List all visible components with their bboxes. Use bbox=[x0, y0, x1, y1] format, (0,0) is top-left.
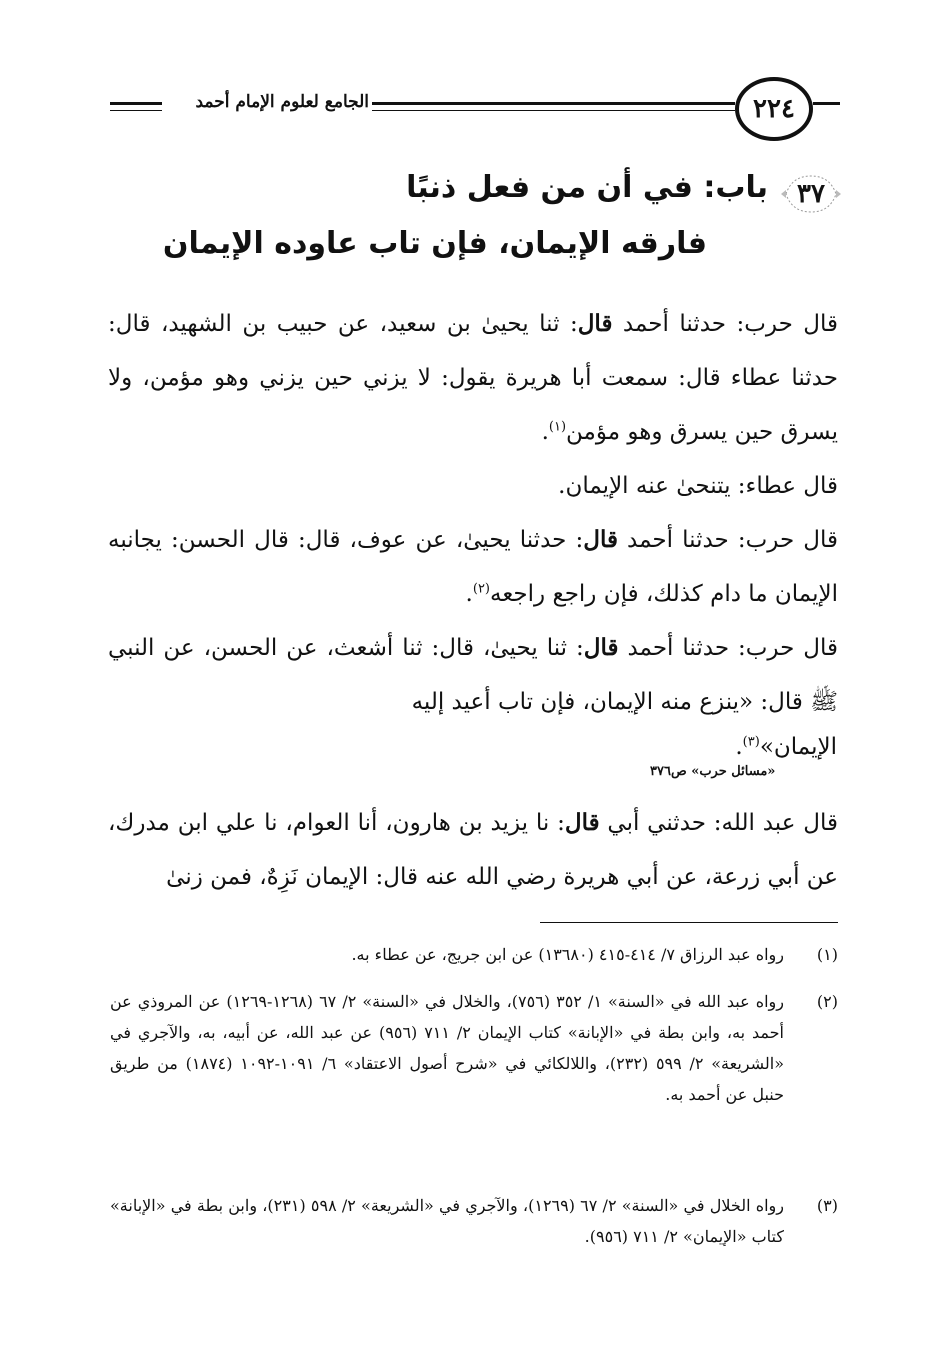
footnote-number: (٢) bbox=[816, 992, 838, 1011]
footnote-separator bbox=[540, 922, 838, 923]
body-paragraph-5 bbox=[108, 796, 838, 904]
paragraph-text: الإيمان» bbox=[759, 734, 837, 760]
paragraph-text: : حدثنا يحيىٰ، عن عوف، قال: قال الحسن: يجانبه الإيمان ما دام كذلك، فإن راجع راجعه bbox=[108, 527, 838, 607]
header-book-title: الجامع لعلوم الإمام أحمد bbox=[195, 92, 369, 112]
paragraph-text: قال حرب: حدثنا أحمد bbox=[618, 635, 838, 661]
header-rule-left-top bbox=[110, 102, 162, 105]
paragraph-text: : ثنا يحيىٰ بن سعيد، عن حبيب بن الشهيد، قال: حدثنا عطاء قال: سمعت أبا هريرة يقول: لا يزني حين يزني وهو مؤمن، ولا يسرق حين يسرق وهو مؤمن bbox=[108, 311, 838, 445]
paragraph-end: . bbox=[465, 581, 473, 607]
body-paragraph-4 bbox=[108, 621, 838, 729]
paragraph-text: : ثنا يحيىٰ، قال: ثنا أشعث، عن الحسن، عن النبي ﷺ قال: «ينزع منه الإيمان، فإن تاب أعيد إليه bbox=[108, 635, 838, 715]
header-rule-left-bottom bbox=[110, 110, 162, 111]
paragraph-bold-word: قال bbox=[577, 310, 613, 337]
footnote-ref-1[interactable]: (١) bbox=[548, 419, 567, 435]
header-rule-middle-bottom bbox=[372, 110, 735, 111]
running-header bbox=[0, 64, 943, 154]
paragraph-end: . bbox=[735, 734, 743, 760]
chapter-number: ٣٧ bbox=[797, 179, 825, 209]
footnote-number: (٣) bbox=[816, 1196, 838, 1215]
body-paragraph-1 bbox=[108, 297, 838, 459]
paragraph-text: قال حرب: حدثنا أحمد bbox=[612, 311, 838, 337]
paragraph-text: قال عبد الله: حدثني أبي bbox=[599, 810, 838, 836]
footnote-ref-3[interactable]: (٣) bbox=[742, 734, 760, 750]
paragraph-text: قال حرب: حدثنا أحمد bbox=[617, 527, 839, 553]
source-margin-note: «مسائل حرب» ص٣٧٦ bbox=[650, 764, 776, 779]
chapter-number-ornament bbox=[778, 170, 844, 218]
body-paragraph-2 bbox=[108, 459, 838, 513]
footnote-text: رواه الخلال في «السنة» ٢/ ٦٧ (١٢٦٩)، والآجري في «الشريعة» ٢/ ٥٩٨ (٢٣١)، وابن بطة في «الإبانة» كتاب «الإيمان» ٢/ ٧١١ (٩٥٦). bbox=[110, 1196, 785, 1246]
footnote-number: (١) bbox=[816, 945, 838, 964]
footnote-2 bbox=[110, 986, 838, 1110]
header-rule-middle-top bbox=[372, 102, 735, 105]
chapter-title-line-1: باب: في أن من فعل ذنبًا bbox=[406, 170, 768, 205]
page-number: ٢٢٤ bbox=[753, 94, 795, 124]
paragraph-end: . bbox=[541, 419, 549, 445]
body-paragraph-3 bbox=[108, 513, 838, 621]
paragraph-text: : نا يزيد بن هارون، أنا العوام، نا علي ابن مدرك، عن أبي زرعة، عن أبي هريرة رضي الله عنه قال: الإيمان نَزِهٌ، فمن زنىٰ bbox=[108, 810, 838, 890]
chapter-title-line-2: فارقه الإيمان، فإن تاب عاوده الإيمان bbox=[162, 226, 707, 261]
paragraph-bold-word: قال bbox=[583, 634, 619, 661]
paragraph-text: قال عطاء: يتنحىٰ عنه الإيمان. bbox=[558, 473, 838, 499]
footnote-3 bbox=[110, 1190, 838, 1252]
paragraph-bold-word: قال bbox=[564, 809, 600, 836]
footnote-text: رواه عبد الله في «السنة» ١/ ٣٥٢ (٧٥٦)، والخلال في «السنة» ٢/ ٦٧ (١٢٦٨-١٢٦٩) عن المروذي عن أحمد به، وابن بطة في «الإبانة» كتاب الإيمان ٢/ ٧١١ (٩٥٦) عن عبد الله، عن أبيه، به، والآجري في «الشريعة» ٢/ ٥٩٩ (٢٣٢)، واللالكائي في «شرح أصول الاعتقاد» ٦/ ١٠٩١-١٠٩٢ (١٨٧٤) من طريق حنبل عن أحمد به. bbox=[110, 992, 785, 1104]
header-rule-right bbox=[813, 102, 840, 105]
footnote-1 bbox=[110, 939, 838, 970]
footnote-text: رواه عبد الرزاق ٧/ ٤١٤-٤١٥ (١٣٦٨٠) عن ابن جريج، عن عطاء به. bbox=[351, 945, 784, 964]
paragraph-bold-word: قال bbox=[583, 526, 618, 553]
page-number-circle bbox=[735, 77, 813, 141]
body-paragraph-4-end bbox=[735, 730, 837, 764]
footnote-ref-2[interactable]: (٢) bbox=[472, 581, 490, 597]
